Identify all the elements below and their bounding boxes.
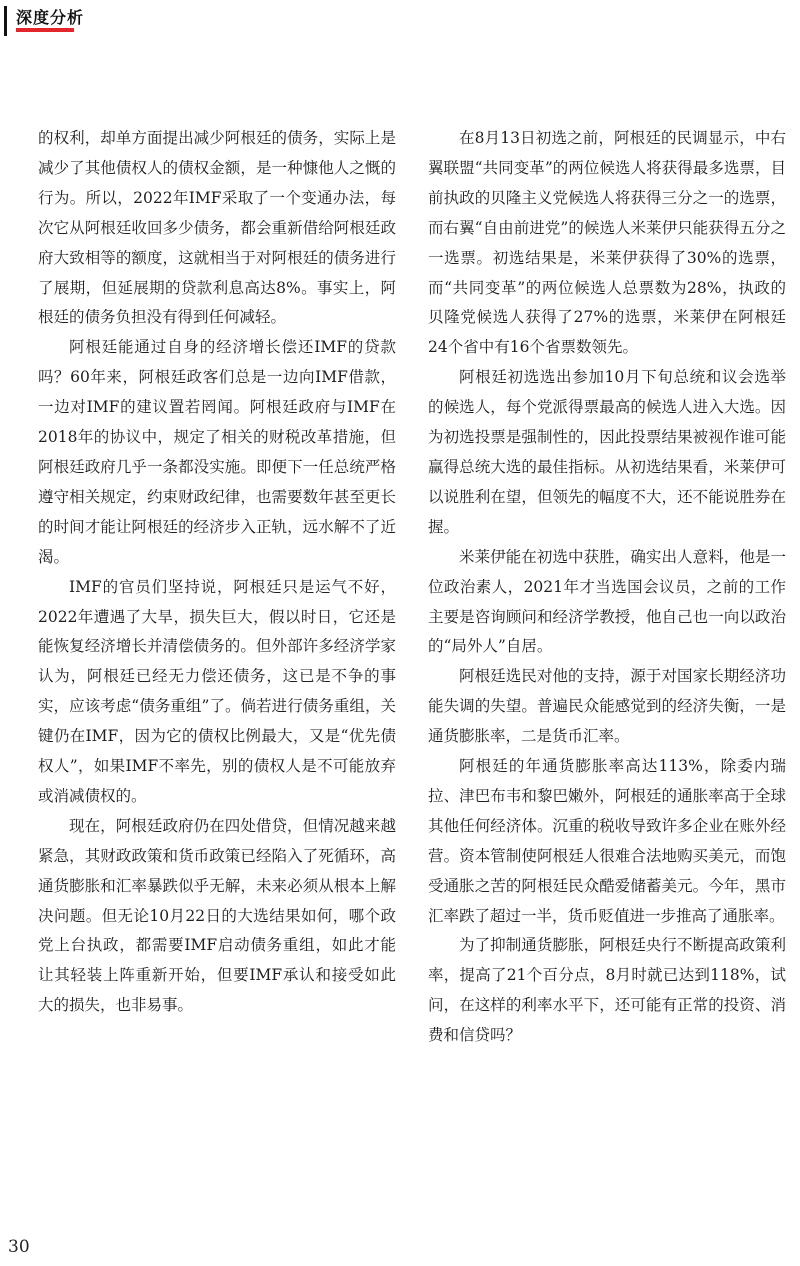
paragraph: 在8月13日初选之前，阿根廷的民调显示，中右翼联盟“共同变革”的两位候选人将获得最多选票，目前执政的贝隆主义党候选人将获得三分之一的选票，而右翼“自由前进党”的候选人米莱伊只能获得五分之一选票。初选结果是，米莱伊获得了30%的选票，而“共同变革”的两位候选人总票数为28%，执政的贝隆党候选人获得了27%的选票，米莱伊在阿根廷24个省中有16个省票数领先。 <box>428 129 786 357</box>
right-text-column <box>428 124 786 1051</box>
paragraph: 阿根廷初选选出参加10月下旬总统和议会选举的候选人，每个党派得票最高的候选人进入大选。因为初选投票是强制性的，因此投票结果被视作谁可能赢得总统大选的最佳指标。从初选结果看，米莱伊可以说胜利在望，但领先的幅度不大，还不能说胜券在握。 <box>428 368 786 536</box>
page-number: 30 <box>8 1237 30 1257</box>
paragraph: 米莱伊能在初选中获胜，确实出人意料，他是一位政治素人，2021年才当选国会议员，之前的工作主要是咨询顾问和经济学教授，他自己也一向以政治的“局外人”自居。 <box>428 547 786 656</box>
section-title: 深度分析 <box>16 8 85 27</box>
page-header <box>0 0 800 40</box>
left-text-column <box>38 124 396 1021</box>
paragraph: 现在，阿根廷政府仍在四处借贷，但情况越来越紧急，其财政政策和货币政策已经陷入了死循环，高通货膨胀和汇率暴跌似乎无解，未来必须从根本上解决问题。但无论10月22日的大选结果如何，哪个政党上台执政，都需要IMF启动债务重组，如此才能让其轻装上阵重新开始，但要IMF承认和接受如此大的损失，也非易事。 <box>38 816 396 1015</box>
section-title-red-underline <box>16 28 74 32</box>
paragraph: 阿根廷能通过自身的经济增长偿还IMF的贷款吗？60年来，阿根廷政客们总是一边向IMF借款，一边对IMF的建议置若罔闻。阿根廷政府与IMF在2018年的协议中，规定了相关的财税改革措施，但阿根廷政府几乎一条都没实施。即便下一任总统严格遵守相关规定，约束财政纪律，也需要数年甚至更长的时间才能让阿根廷的经济步入正轨，远水解不了近渴。 <box>38 338 396 566</box>
paragraph: 阿根廷的年通货膨胀率高达113%，除委内瑞拉、津巴布韦和黎巴嫩外，阿根廷的通胀率高于全球其他任何经济体。沉重的税收导致许多企业在账外经营。资本管制使阿根廷人很难合法地购买美元，而饱受通胀之苦的阿根廷民众酷爱储蓄美元。今年，黑市汇率跌了超过一半，货币贬值进一步推高了通胀率。 <box>428 757 786 925</box>
paragraph: IMF的官员们坚持说，阿根廷只是运气不好，2022年遭遇了大旱，损失巨大，假以时日，它还是能恢复经济增长并清偿债务的。但外部许多经济学家认为，阿根廷已经无力偿还债务，这已是不争的事实，应该考虑“债务重组”了。倘若进行债务重组，关键仍在IMF，因为它的债权比例最大，又是“优先债权人”，如果IMF不率先，别的债权人是不可能放弃或消减债权的。 <box>38 577 396 805</box>
paragraph: 的权利，却单方面提出减少阿根廷的债务，实际上是减少了其他债权人的债权金额，是一种慷他人之慨的行为。所以，2022年IMF采取了一个变通办法，每次它从阿根廷收回多少债务，都会重新借给阿根廷政府大致相等的额度，这就相当于对阿根廷的债务进行了展期，但延展期的贷款利息高达8%。事实上，阿根廷的债务负担没有得到任何减轻。 <box>38 129 396 327</box>
paragraph: 为了抑制通货膨胀，阿根廷央行不断提高政策利率，提高了21个百分点，8月时就已达到118%，试问，在这样的利率水平下，还可能有正常的投资、消费和信贷吗？ <box>428 936 786 1045</box>
header-black-bar <box>4 6 7 36</box>
paragraph: 阿根廷选民对他的支持，源于对国家长期经济功能失调的失望。普遍民众能感觉到的经济失衡，一是通货膨胀率，二是货币汇率。 <box>428 667 786 746</box>
